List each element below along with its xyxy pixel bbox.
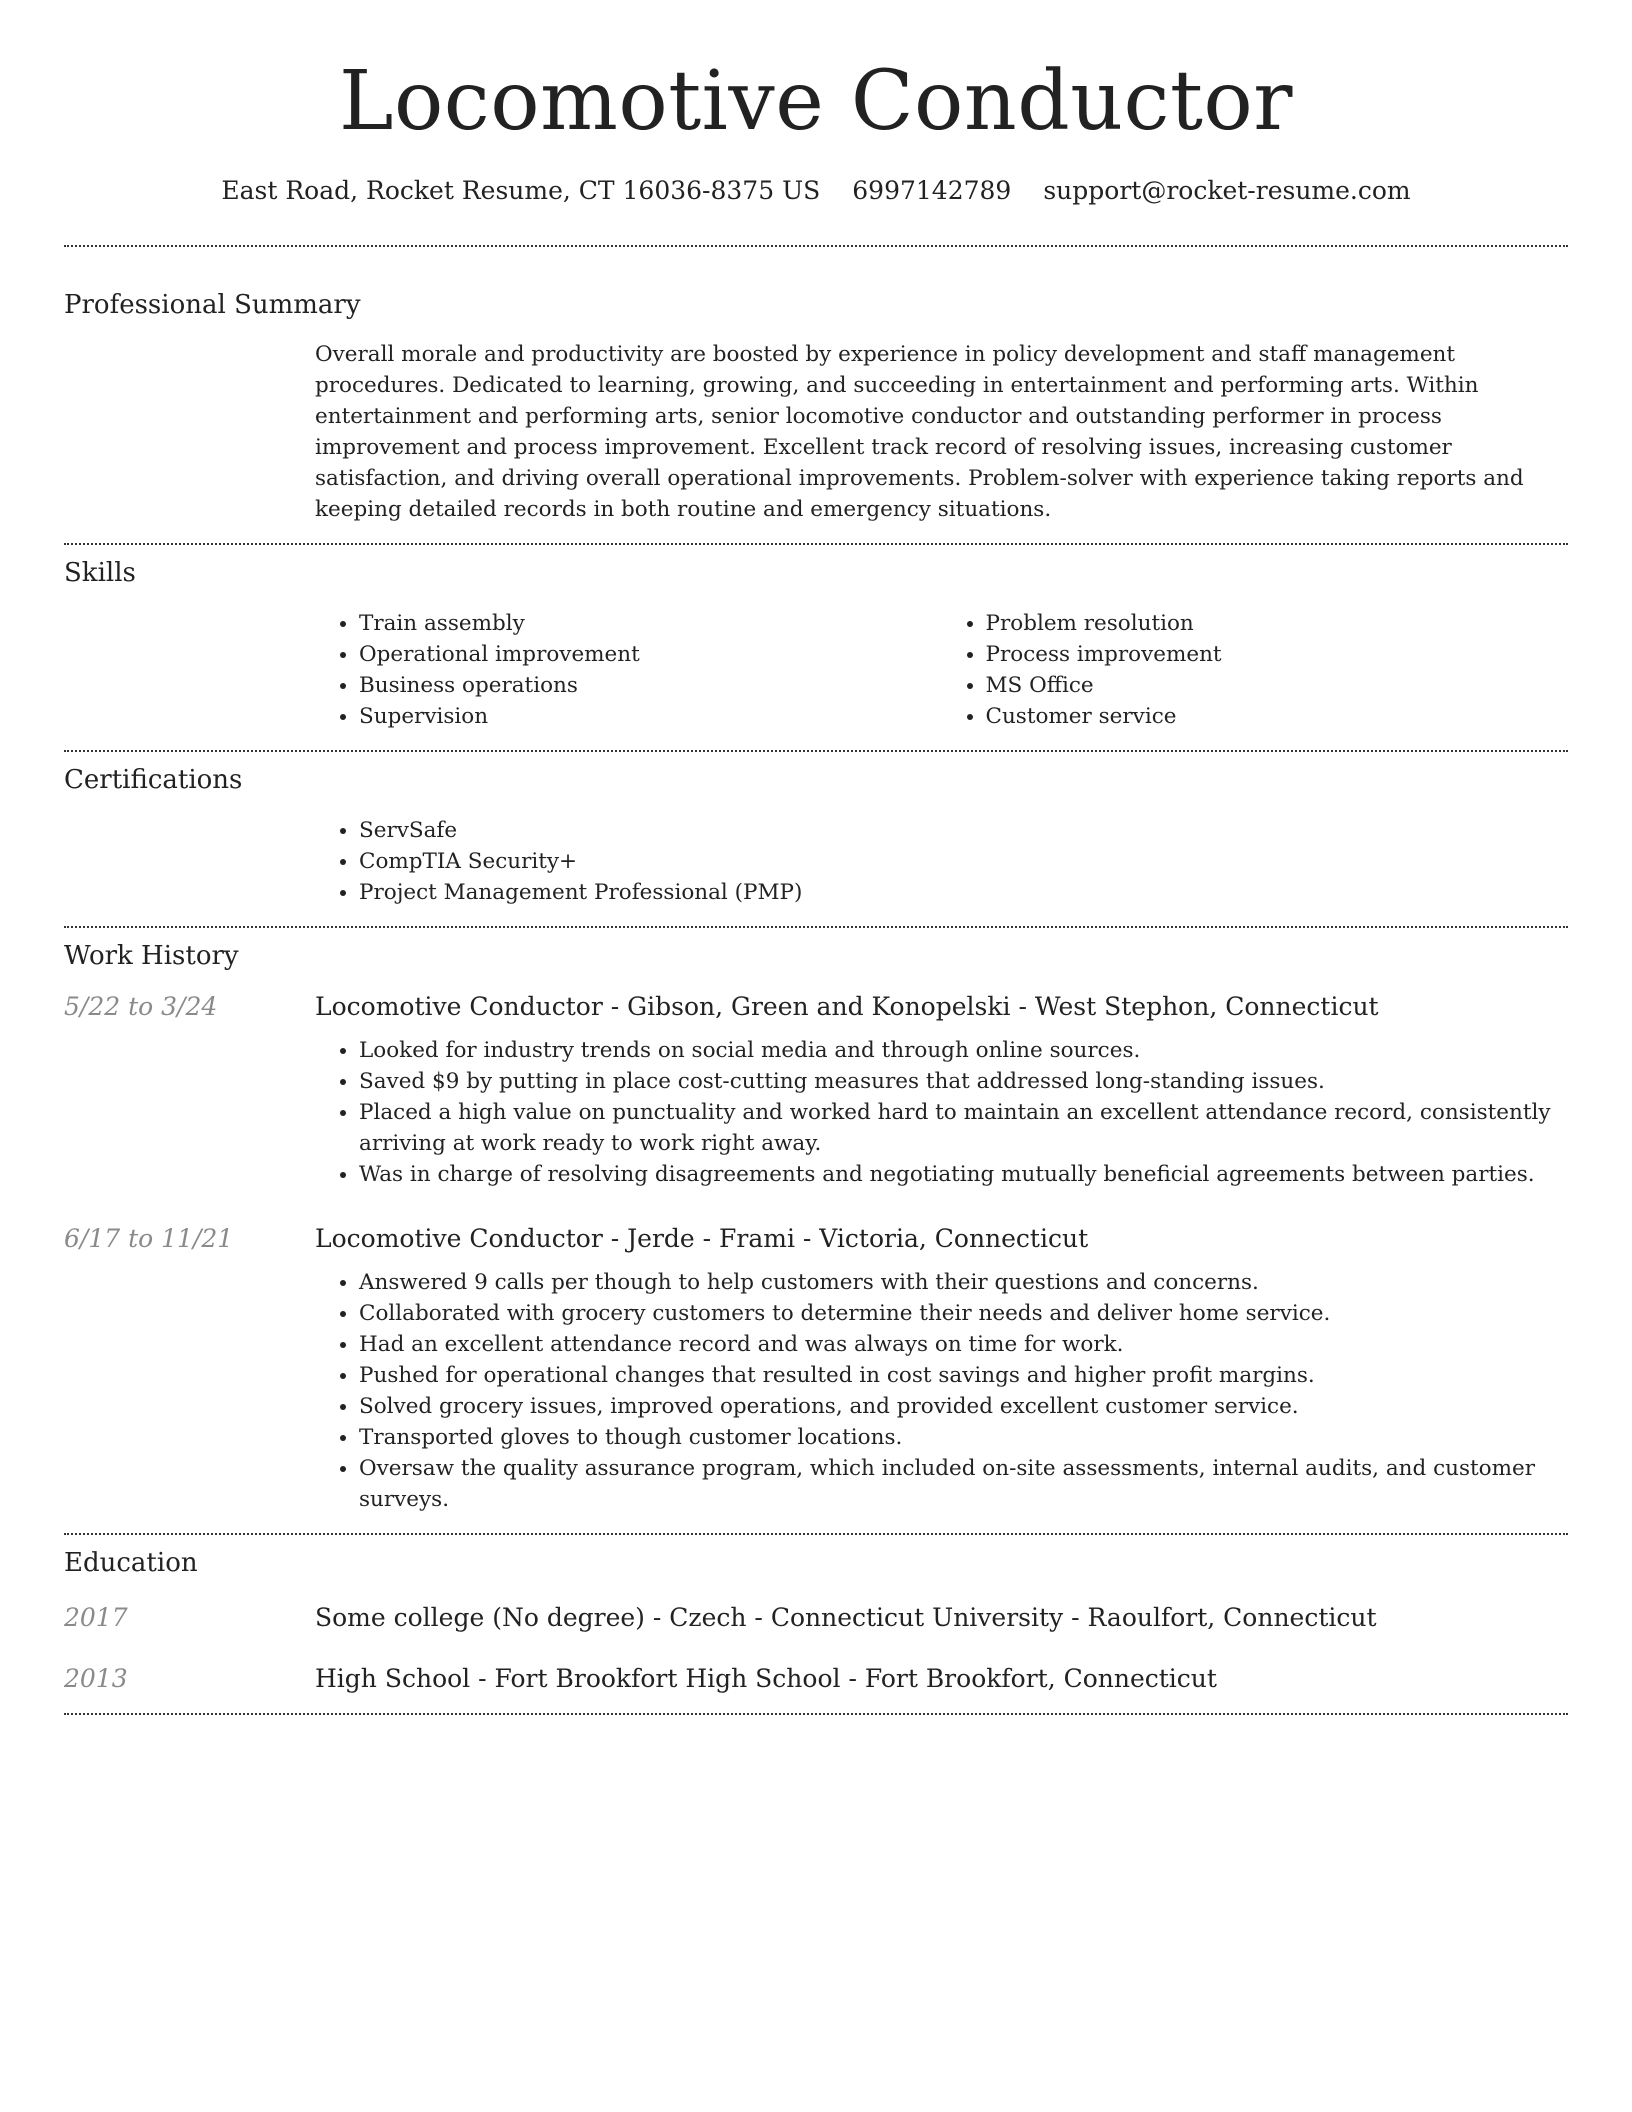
section-title-skills: Skills <box>64 558 136 588</box>
job-details: - Gibson, Green and Konopelski - West Stephon, Connecticut <box>602 992 1379 1021</box>
resume-page <box>64 0 1568 1715</box>
contact-address: East Road, Rocket Resume, CT 16036-8375 US <box>221 176 821 205</box>
section-title-certifications: Certifications <box>64 765 243 795</box>
contact-phone: 6997142789 <box>852 176 1012 205</box>
skill-item: • Operational improvement <box>359 639 942 670</box>
job-header <box>64 1224 1568 1253</box>
divider <box>64 245 1568 247</box>
skills-column-right <box>942 608 1569 732</box>
divider <box>64 1533 1568 1535</box>
education-title <box>315 1603 1377 1632</box>
divider <box>64 543 1568 545</box>
skills-list <box>315 608 1568 732</box>
education-entry <box>64 1664 1568 1693</box>
skill-item: • Customer service <box>986 701 1569 732</box>
education-details: - Fort Brookfort High School - Fort Brookfort, Connecticut <box>470 1664 1217 1693</box>
job-role: Locomotive Conductor <box>315 992 603 1021</box>
education-year: 2013 <box>64 1664 128 1693</box>
divider <box>64 926 1568 928</box>
education-degree: High School <box>315 1664 471 1693</box>
job-entry <box>64 1224 1568 1515</box>
job-bullet: • Was in charge of resolving disagreements and negotiating mutually beneficial agreements between parties. <box>359 1159 1568 1190</box>
skill-item: • Train assembly <box>359 608 942 639</box>
job-bullets <box>315 1267 1568 1515</box>
education-year: 2017 <box>64 1603 128 1632</box>
job-entry <box>64 992 1568 1190</box>
job-bullet: • Pushed for operational changes that resulted in cost savings and higher profit margins. <box>359 1360 1568 1391</box>
job-role: Locomotive Conductor <box>315 1224 603 1253</box>
job-bullet: • Solved grocery issues, improved operations, and provided excellent customer service. <box>359 1391 1568 1422</box>
skill-item: • Supervision <box>359 701 942 732</box>
job-bullet: • Transported gloves to though customer locations. <box>359 1422 1568 1453</box>
education-entry <box>64 1603 1568 1632</box>
skills-column-left <box>315 608 942 732</box>
job-dates: 6/17 to 11/21 <box>64 1224 234 1253</box>
education-degree: Some college (No degree) - Czech <box>315 1603 747 1632</box>
job-bullet: • Looked for industry trends on social media and through online sources. <box>359 1035 1568 1066</box>
education-details: - Connecticut University - Raoulfort, Connecticut <box>746 1603 1377 1632</box>
job-bullet: • Had an excellent attendance record and was always on time for work. <box>359 1329 1568 1360</box>
job-dates: 5/22 to 3/24 <box>64 992 218 1021</box>
certification-item: • CompTIA Security+ <box>359 846 1568 877</box>
resume-name: Locomotive Conductor <box>338 54 1293 149</box>
summary-text: Overall morale and productivity are boosted by experience in policy development and staff management procedures. Dedicated to learning, growing, and succeeding in entertainment and performing arts. Within entertainment and performing arts, senior locomotive conductor and outstanding performer in process improvement and process improvement. Excellent track record of resolving issues, increasing customer satisfaction, and driving overall operational improvements. Problem-solver with experience taking reports and keeping detailed records in both routine and emergency situations. <box>315 342 1524 522</box>
job-details: - Jerde - Frami - Victoria, Connecticut <box>602 1224 1089 1253</box>
section-title-education: Education <box>64 1548 198 1578</box>
job-bullet: • Oversaw the quality assurance program, which included on-site assessments, internal audits, and customer surveys. <box>359 1453 1568 1515</box>
section-title-summary: Professional Summary <box>64 290 361 320</box>
skill-item: • Business operations <box>359 670 942 701</box>
contact-email: support@rocket-resume.com <box>1043 176 1411 205</box>
job-header <box>64 992 1568 1021</box>
job-bullet: • Saved $9 by putting in place cost-cutting measures that addressed long-standing issues. <box>359 1066 1568 1097</box>
certifications-list <box>315 815 1568 908</box>
certification-item: • ServSafe <box>359 815 1568 846</box>
skill-item: • Process improvement <box>986 639 1569 670</box>
section-title-work-history: Work History <box>64 941 239 971</box>
job-title <box>315 992 1379 1021</box>
job-title <box>315 1224 1088 1253</box>
divider <box>64 1713 1568 1715</box>
education-title <box>315 1664 1217 1693</box>
summary-body <box>315 339 1568 525</box>
certification-item: • Project Management Professional (PMP) <box>359 877 1568 908</box>
contact-line <box>64 174 1568 208</box>
skill-item: • Problem resolution <box>986 608 1569 639</box>
job-bullet: • Answered 9 calls per though to help customers with their questions and concerns. <box>359 1267 1568 1298</box>
skill-item: • MS Office <box>986 670 1569 701</box>
job-bullet: • Collaborated with grocery customers to determine their needs and deliver home service. <box>359 1298 1568 1329</box>
job-bullets <box>315 1035 1568 1190</box>
job-bullet: • Placed a high value on punctuality and worked hard to maintain an excellent attendance record, consistently arriving at work ready to work right away. <box>359 1097 1568 1159</box>
divider <box>64 750 1568 752</box>
